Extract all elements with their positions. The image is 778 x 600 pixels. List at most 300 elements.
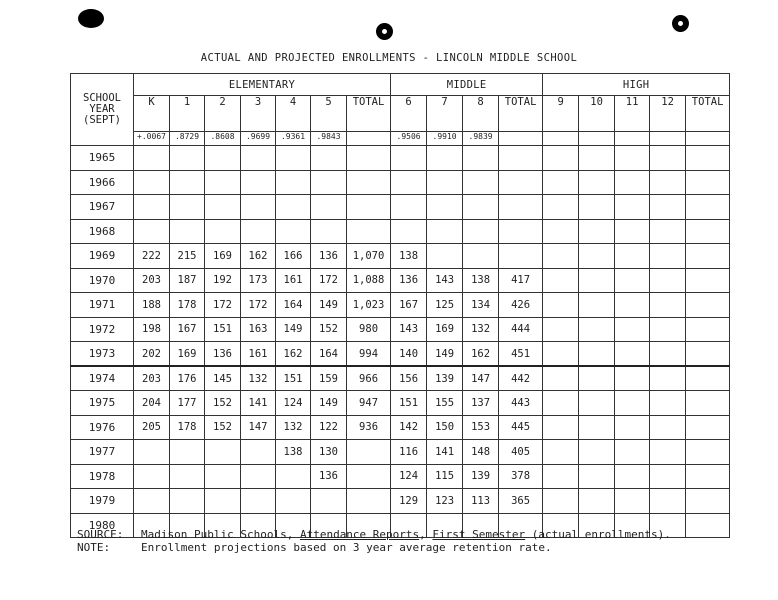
enrollment-cell (543, 170, 579, 195)
enrollment-cell: 115 (427, 464, 463, 489)
enrollment-cell: 138 (391, 244, 427, 269)
enrollment-cell (463, 244, 499, 269)
enrollment-cell (615, 342, 650, 367)
enrollment-cell: 1,088 (347, 268, 391, 293)
enrollment-cell (686, 317, 730, 342)
enrollment-cell (686, 219, 730, 244)
table-row (71, 415, 730, 440)
enrollment-cell (650, 293, 686, 318)
enrollment-cell: 149 (427, 342, 463, 367)
enrollment-cell: 164 (311, 342, 347, 367)
enrollment-cell (427, 195, 463, 220)
enrollment-cell (311, 489, 347, 514)
enrollment-cell (391, 146, 427, 171)
column-header: 8 (463, 96, 499, 132)
retention-rate-cell: .9910 (427, 132, 463, 146)
enrollment-cell (170, 464, 205, 489)
enrollment-cell: 147 (463, 366, 499, 391)
enrollment-cell: 203 (134, 366, 170, 391)
enrollment-cell: 141 (241, 391, 276, 416)
enrollment-cell (499, 195, 543, 220)
enrollment-cell (205, 464, 241, 489)
enrollment-cell: 156 (391, 366, 427, 391)
enrollment-cell: 1,070 (347, 244, 391, 269)
retention-rate-cell (579, 132, 615, 146)
enrollment-cell (579, 293, 615, 318)
enrollment-cell (134, 440, 170, 465)
enrollment-cell: 445 (499, 415, 543, 440)
enrollment-cell (686, 268, 730, 293)
enrollment-cell (499, 244, 543, 269)
enrollment-cell: 125 (427, 293, 463, 318)
enrollment-cell (579, 342, 615, 367)
enrollment-cell: 139 (427, 366, 463, 391)
enrollment-cell (686, 195, 730, 220)
enrollment-cell: 113 (463, 489, 499, 514)
enrollment-cell: 138 (276, 440, 311, 465)
enrollment-table-body (71, 146, 730, 538)
year-cell: 1969 (71, 244, 134, 269)
enrollment-cell: 192 (205, 268, 241, 293)
retention-rate-cell: .8608 (205, 132, 241, 146)
enrollment-cell (615, 293, 650, 318)
enrollment-cell: 172 (205, 293, 241, 318)
enrollment-cell (686, 293, 730, 318)
column-header: K (134, 96, 170, 132)
enrollment-cell: 169 (205, 244, 241, 269)
enrollment-cell: 148 (463, 440, 499, 465)
footer (77, 528, 671, 554)
enrollment-cell (170, 489, 205, 514)
enrollment-cell (134, 219, 170, 244)
enrollment-cell: 173 (241, 268, 276, 293)
source-underlined-1: Attendance Reports (299, 528, 420, 541)
table-row (71, 391, 730, 416)
enrollment-cell (650, 195, 686, 220)
note-line (77, 541, 671, 554)
enrollment-cell (543, 415, 579, 440)
enrollment-cell (276, 146, 311, 171)
enrollment-cell (543, 219, 579, 244)
enrollment-cell: 188 (134, 293, 170, 318)
enrollment-cell (686, 391, 730, 416)
column-header: TOTAL (686, 96, 730, 132)
enrollment-cell: 122 (311, 415, 347, 440)
enrollment-cell (241, 170, 276, 195)
retention-rate-cell: .9843 (311, 132, 347, 146)
middle-group-header: MIDDLE (391, 74, 543, 96)
source-line: SOURCE: Madison Public Schools, Attendance Reports, First Semester (actual enrollments). (77, 528, 671, 541)
year-cell: 1977 (71, 440, 134, 465)
enrollment-cell (499, 170, 543, 195)
column-header: 5 (311, 96, 347, 132)
enrollment-cell (205, 440, 241, 465)
enrollment-cell (391, 170, 427, 195)
column-header: TOTAL (347, 96, 391, 132)
enrollment-cell: 178 (170, 293, 205, 318)
column-header: 1 (170, 96, 205, 132)
enrollment-cell (650, 464, 686, 489)
enrollment-cell (650, 146, 686, 171)
enrollment-cell (427, 219, 463, 244)
enrollment-cell (686, 440, 730, 465)
enrollment-cell (686, 170, 730, 195)
enrollment-cell: 123 (427, 489, 463, 514)
enrollment-cell (347, 146, 391, 171)
retention-rate-cell (499, 132, 543, 146)
retention-rate-cell: .8729 (170, 132, 205, 146)
enrollment-cell: 142 (391, 415, 427, 440)
enrollment-cell (650, 268, 686, 293)
enrollment-cell (347, 195, 391, 220)
enrollment-cell (615, 489, 650, 514)
enrollment-cell: 966 (347, 366, 391, 391)
enrollment-cell (650, 244, 686, 269)
enrollment-table (70, 73, 730, 538)
enrollment-cell (427, 170, 463, 195)
table-row (71, 317, 730, 342)
retention-rate-cell: +.0067 (134, 132, 170, 146)
enrollment-cell (347, 464, 391, 489)
enrollment-cell: 417 (499, 268, 543, 293)
enrollment-cell (463, 146, 499, 171)
retention-rate-cell: .9839 (463, 132, 499, 146)
enrollment-cell: 198 (134, 317, 170, 342)
note-label: NOTE: (77, 541, 111, 554)
enrollment-cell: 136 (391, 268, 427, 293)
year-cell: 1965 (71, 146, 134, 171)
enrollment-cell: 132 (463, 317, 499, 342)
enrollment-cell (615, 195, 650, 220)
enrollment-cell: 129 (391, 489, 427, 514)
enrollment-cell (276, 219, 311, 244)
enrollment-cell (311, 146, 347, 171)
enrollment-cell: 1,023 (347, 293, 391, 318)
enrollment-cell (543, 464, 579, 489)
enrollment-cell (311, 195, 347, 220)
enrollment-cell (615, 440, 650, 465)
note-text: Enrollment projections based on 3 year average retention rate. (141, 541, 552, 554)
enrollment-cell (543, 366, 579, 391)
enrollment-cell (463, 170, 499, 195)
enrollment-cell (579, 464, 615, 489)
year-cell: 1966 (71, 170, 134, 195)
enrollment-cell (543, 195, 579, 220)
enrollment-cell (615, 268, 650, 293)
enrollment-cell (543, 146, 579, 171)
enrollment-cell: 442 (499, 366, 543, 391)
enrollment-cell: 936 (347, 415, 391, 440)
enrollment-cell: 153 (463, 415, 499, 440)
table-row (71, 489, 730, 514)
enrollment-cell: 134 (463, 293, 499, 318)
enrollment-cell (650, 440, 686, 465)
enrollment-cell: 178 (170, 415, 205, 440)
enrollment-cell (499, 146, 543, 171)
enrollment-cell: 994 (347, 342, 391, 367)
enrollment-cell (686, 513, 730, 538)
enrollment-cell: 444 (499, 317, 543, 342)
enrollment-cell (427, 244, 463, 269)
enrollment-cell (650, 219, 686, 244)
enrollment-cell: 132 (241, 366, 276, 391)
enrollment-cell (205, 195, 241, 220)
enrollment-cell: 149 (311, 293, 347, 318)
enrollment-cell (650, 391, 686, 416)
enrollment-cell: 155 (427, 391, 463, 416)
enrollment-cell (686, 464, 730, 489)
enrollment-cell: 980 (347, 317, 391, 342)
retention-rate-cell (543, 132, 579, 146)
enrollment-cell (615, 244, 650, 269)
year-cell: 1976 (71, 415, 134, 440)
enrollment-cell (543, 391, 579, 416)
enrollment-cell: 164 (276, 293, 311, 318)
enrollment-cell (391, 219, 427, 244)
enrollment-cell (170, 146, 205, 171)
enrollment-cell: 136 (311, 244, 347, 269)
year-cell: 1978 (71, 464, 134, 489)
enrollment-cell (579, 146, 615, 171)
enrollment-cell (615, 464, 650, 489)
punch-hole-center-icon (376, 23, 393, 40)
enrollment-cell (579, 366, 615, 391)
enrollment-cell: 947 (347, 391, 391, 416)
enrollment-cell (241, 146, 276, 171)
enrollment-cell: 202 (134, 342, 170, 367)
enrollment-cell (686, 342, 730, 367)
enrollment-cell: 405 (499, 440, 543, 465)
enrollment-cell (615, 170, 650, 195)
enrollment-cell (347, 489, 391, 514)
column-header: 4 (276, 96, 311, 132)
enrollment-cell: 172 (241, 293, 276, 318)
enrollment-cell (579, 391, 615, 416)
table-row (71, 293, 730, 318)
enrollment-cell (311, 219, 347, 244)
enrollment-cell (615, 219, 650, 244)
enrollment-cell (686, 489, 730, 514)
enrollment-cell: 365 (499, 489, 543, 514)
enrollment-cell: 143 (427, 268, 463, 293)
enrollment-cell (134, 170, 170, 195)
enrollment-cell (205, 170, 241, 195)
retention-rate-cell (615, 132, 650, 146)
enrollment-cell (499, 219, 543, 244)
enrollment-cell: 136 (311, 464, 347, 489)
document-title: ACTUAL AND PROJECTED ENROLLMENTS - LINCOLN MIDDLE SCHOOL (200, 52, 578, 64)
enrollment-cell: 151 (276, 366, 311, 391)
enrollment-cell: 204 (134, 391, 170, 416)
table-row (71, 146, 730, 171)
enrollment-cell: 203 (134, 268, 170, 293)
enrollment-cell (463, 219, 499, 244)
enrollment-cell (543, 293, 579, 318)
enrollment-cell (347, 219, 391, 244)
enrollment-cell (543, 244, 579, 269)
enrollment-cell: 152 (311, 317, 347, 342)
enrollment-cell (205, 146, 241, 171)
table-row (71, 268, 730, 293)
year-cell: 1974 (71, 366, 134, 391)
enrollment-cell: 140 (391, 342, 427, 367)
table-row (71, 464, 730, 489)
column-header: 11 (615, 96, 650, 132)
enrollment-cell: 205 (134, 415, 170, 440)
enrollment-cell: 151 (391, 391, 427, 416)
year-cell: 1973 (71, 342, 134, 367)
enrollment-cell: 161 (276, 268, 311, 293)
enrollment-cell (276, 489, 311, 514)
enrollment-cell: 151 (205, 317, 241, 342)
table-row (71, 170, 730, 195)
punch-hole-right-icon (672, 15, 689, 32)
elementary-group-header: ELEMENTARY (134, 74, 391, 96)
enrollment-cell: 162 (276, 342, 311, 367)
enrollment-cell: 378 (499, 464, 543, 489)
enrollment-cell: 143 (391, 317, 427, 342)
enrollment-cell (615, 391, 650, 416)
retention-rate-cell: .9699 (241, 132, 276, 146)
enrollment-cell: 169 (170, 342, 205, 367)
high-group-header: HIGH (543, 74, 730, 96)
enrollment-cell (650, 415, 686, 440)
year-cell: 1968 (71, 219, 134, 244)
enrollment-cell (615, 366, 650, 391)
table-row (71, 342, 730, 367)
table-row (71, 366, 730, 391)
retention-rate-cell: .9361 (276, 132, 311, 146)
year-cell: 1967 (71, 195, 134, 220)
enrollment-cell: 150 (427, 415, 463, 440)
enrollment-cell (347, 170, 391, 195)
enrollment-cell: 222 (134, 244, 170, 269)
year-cell: 1975 (71, 391, 134, 416)
enrollment-cell (134, 195, 170, 220)
enrollment-cell: 145 (205, 366, 241, 391)
enrollment-cell (579, 489, 615, 514)
enrollment-cell: 138 (463, 268, 499, 293)
enrollment-cell: 149 (311, 391, 347, 416)
enrollment-cell (134, 146, 170, 171)
enrollment-cell: 132 (276, 415, 311, 440)
retention-rate-cell: .9506 (391, 132, 427, 146)
enrollment-cell (579, 317, 615, 342)
enrollment-cell (134, 489, 170, 514)
enrollment-cell (241, 440, 276, 465)
enrollment-cell (650, 366, 686, 391)
enrollment-cell (579, 268, 615, 293)
enrollment-cell: 443 (499, 391, 543, 416)
enrollment-cell: 149 (276, 317, 311, 342)
enrollment-cell: 172 (311, 268, 347, 293)
enrollment-cell: 116 (391, 440, 427, 465)
enrollment-cell: 163 (241, 317, 276, 342)
year-cell: 1972 (71, 317, 134, 342)
source-text: Madison Public Schools, (141, 528, 300, 541)
enrollment-cell (170, 440, 205, 465)
enrollment-cell (311, 170, 347, 195)
enrollment-cell: 451 (499, 342, 543, 367)
enrollment-cell: 166 (276, 244, 311, 269)
table-row (71, 219, 730, 244)
enrollment-cell: 215 (170, 244, 205, 269)
enrollment-cell (241, 489, 276, 514)
enrollment-cell: 147 (241, 415, 276, 440)
enrollment-cell: 152 (205, 391, 241, 416)
year-cell: 1980 (71, 513, 134, 538)
table-row (71, 440, 730, 465)
retention-rate-cell (650, 132, 686, 146)
retention-rate-cell (686, 132, 730, 146)
column-header: 7 (427, 96, 463, 132)
enrollment-cell (170, 195, 205, 220)
enrollment-cell (543, 317, 579, 342)
enrollment-cell (579, 195, 615, 220)
year-cell: 1971 (71, 293, 134, 318)
column-header: TOTAL (499, 96, 543, 132)
enrollment-cell: 124 (391, 464, 427, 489)
enrollment-cell (241, 219, 276, 244)
enrollment-cell (543, 489, 579, 514)
enrollment-cell (579, 219, 615, 244)
year-cell: 1970 (71, 268, 134, 293)
enrollment-cell (686, 415, 730, 440)
enrollment-cell (650, 170, 686, 195)
enrollment-cell: 139 (463, 464, 499, 489)
column-header: 6 (391, 96, 427, 132)
enrollment-cell: 136 (205, 342, 241, 367)
source-label: SOURCE: (77, 528, 124, 541)
column-header: 2 (205, 96, 241, 132)
column-header: 3 (241, 96, 276, 132)
enrollment-cell (543, 342, 579, 367)
enrollment-cell: 137 (463, 391, 499, 416)
enrollment-cell (579, 244, 615, 269)
school-year-header: SCHOOL YEAR (SEPT) (71, 74, 134, 146)
enrollment-cell: 141 (427, 440, 463, 465)
enrollment-cell (686, 244, 730, 269)
enrollment-cell (650, 342, 686, 367)
enrollment-cell: 187 (170, 268, 205, 293)
enrollment-cell (170, 170, 205, 195)
enrollment-cell (391, 195, 427, 220)
column-header: 10 (579, 96, 615, 132)
retention-rate-cell (347, 132, 391, 146)
punch-hole-left-icon (78, 9, 104, 28)
enrollment-cell: 169 (427, 317, 463, 342)
year-cell: 1979 (71, 489, 134, 514)
enrollment-cell: 152 (205, 415, 241, 440)
enrollment-cell: 162 (241, 244, 276, 269)
source-underlined-2: First Semester (432, 528, 526, 541)
enrollment-cell: 161 (241, 342, 276, 367)
enrollment-cell (579, 440, 615, 465)
enrollment-cell (276, 195, 311, 220)
enrollment-cell (615, 415, 650, 440)
enrollment-cell (170, 219, 205, 244)
column-header: 12 (650, 96, 686, 132)
enrollment-cell (205, 489, 241, 514)
table-row (71, 195, 730, 220)
enrollment-cell: 159 (311, 366, 347, 391)
enrollment-cell (543, 268, 579, 293)
enrollment-cell (241, 464, 276, 489)
enrollment-cell (650, 317, 686, 342)
enrollment-cell: 177 (170, 391, 205, 416)
enrollment-cell (463, 195, 499, 220)
enrollment-cell: 176 (170, 366, 205, 391)
